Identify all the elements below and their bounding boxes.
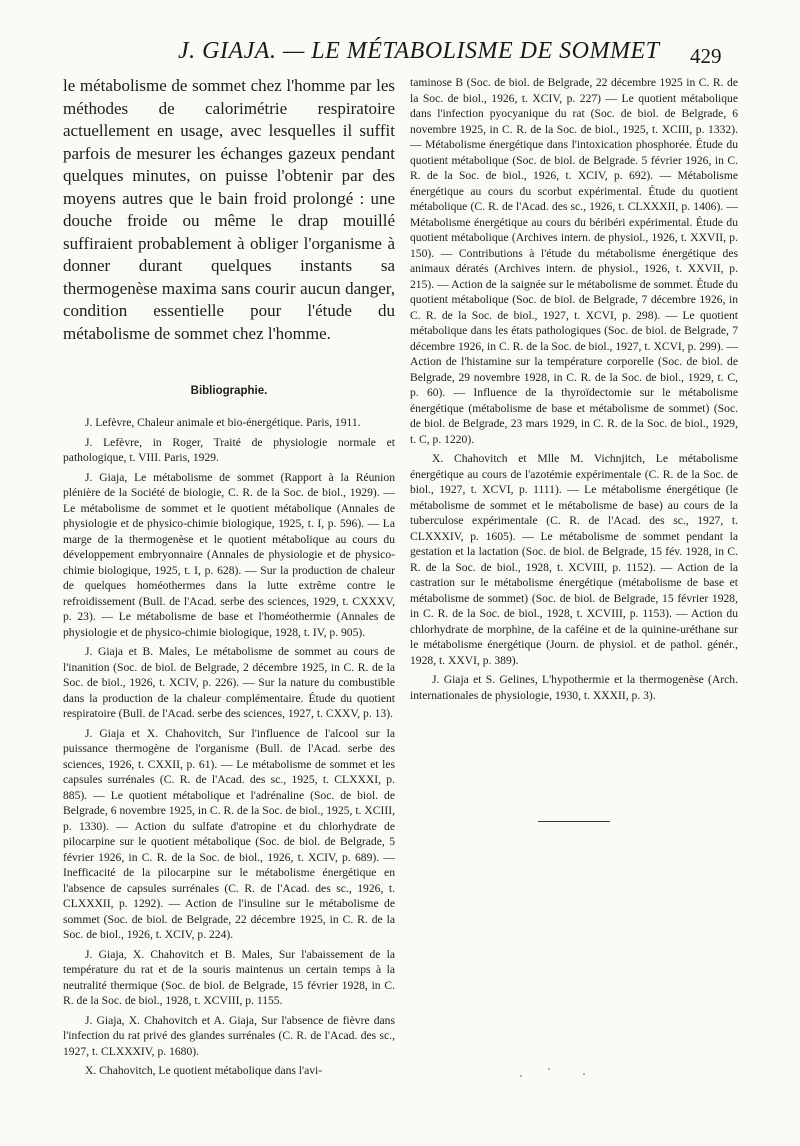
bibliography-entry: J. Giaja, Le métabolisme de sommet (Rapport à la Réunion plénière de la Société de biologie, C. R. de la Soc. de biol., 1929). — Le métabolisme de sommet et le quotient métabolique (Annales de physiologie et de physico-chimie biologique, 1925, t. I, p. 596). — La marge de la thermogenèse et le quotient métabolique au cours du développement embryonnaire (Annales de physiologie et de physico-chimie biologique, 1925, t. I, p. 628). — Sur la production de chaleur de quelques homéothermes dans la lutte extrême contre le refroidissement (Bull. de l'Acad. serbe des sciences, 1929, t. CXXXV, p. 23). — Le métabolisme de base et l'homéothermie (Annales de physiologie et de physico-chimie biologique, 1928, t. IV, p. 905). (63, 470, 395, 639)
bibliography-entry: J. Giaja, X. Chahovitch et A. Giaja, Sur l'absence de fièvre dans l'infection du rat privé des glandes surrénales (C. R. de l'Acad. des sc., 1927, t. CLXXXIV, p. 1680). (63, 1013, 395, 1058)
bibliography-entry: J. Giaja et B. Males, Le métabolisme de sommet au cours de l'inanition (Soc. de biol. de Belgrade, 2 décembre 1925, in C. R. de la Soc. de biol., 1926, t. XCIV, p. 226). — Sur la nature du combustible dans la production de la chaleur complémentaire. Étude du quotient respiratoire (Bull. de l'Acad. serbe des sciences, 1927, t. CXXV, p. 13). (63, 645, 395, 720)
left-column (63, 75, 395, 1079)
bibliography-title: Bibliographie. (190, 385, 268, 397)
print-speck (520, 1075, 522, 1077)
print-speck (583, 1073, 585, 1075)
print-speck (548, 1068, 550, 1070)
page-header (0, 38, 800, 74)
intro-paragraph: le métabolisme de sommet chez l'homme par les méthodes de calorimétrie respiratoire actuellement en usage, avec lesquelles il suffit parfois de mesurer les échanges gazeux pendant quelques minutes, on puisse l'obtenir par des moyens autres que le bain froid prolongé : une douche froide ou même le drap mouillé suffiraient probablement à obliger l'organisme à donner durant quelques instants sa thermogenèse maxima sans courir aucun danger, condition essentielle pour l'étude du métabolisme de sommet chez l'homme. (63, 76, 395, 343)
bibliography-entry: J. Giaja, X. Chahovitch et B. Males, Sur l'abaissement de la température du rat et de la souris maintenus un certain temps à la neutralité thermique (Soc. de biol. de Belgrade, 15 février 1928, in C. R. de la Soc. de biol., 1928, t. XCVIII, p. 1155. (63, 947, 395, 1007)
bibliography-entry: X. Chahovitch, Le quotient métabolique dans l'avi- (85, 1064, 323, 1077)
running-title: J. GIAJA. — LE MÉTABOLISME DE SOMMET (178, 38, 660, 64)
right-column (410, 75, 738, 703)
end-rule (538, 821, 610, 822)
page-number: 429 (690, 44, 722, 68)
bibliography-entry: J. Giaja et X. Chahovitch, Sur l'influence de l'alcool sur la puissance thermogène de l'organisme (Bull. de l'Acad. serbe des sciences, 1926, t. CXXII, p. 61). — Le métabolisme de sommet et les capsules surrénales (C. R. de l'Acad. des sc., 1925, t. CLXXXI, p. 885). — Le quotient métabolique et l'adrénaline (Soc. de biol. de Belgrade, 6 novembre 1925, in C. R. de la Soc. de biol., 1925, t. XCIII, p. 1330). — Action du sulfate d'atropine et du chlorhydrate de pilocarpine sur le quotient métabolique (Soc. de biol. de Belgrade, 5 février 1926, in C. R. de la Soc. de biol., 1926, t. XCIV, p. 689). — Inefficacité de la pilocarpine sur le métabolisme énergétique en l'absence de capsules surrénales (C. R. de l'Acad. des sc., 1926, t. CLXXXII, p. 1292). — Action de l'insuline sur le métabolisme de sommet (Soc. de biol. de Belgrade, 22 décembre 1925, in C. R. de la Soc. de biol., 1926, t. XCIV, p. 224). (63, 726, 395, 941)
bibliography-entry: J. Lefèvre, Chaleur animale et bio-énergétique. Paris, 1911. (85, 416, 361, 429)
bibliography-entry-continued: taminose B (Soc. de biol. de Belgrade, 22 décembre 1925 in C. R. de la Soc. de biol., 1926, t. XCIV, p. 227) — Le quotient métabolique dans l'infection pyocyanique du rat (Soc. de biol. de Belgrade, 6 novembre 1925, in C. R. de la Soc. de biol., 1925, t. XCIII, p. 1332). — Métabolisme énergétique dans l'intoxication phosphorée. Étude du quotient métabolique (Soc. de biol. de Belgrade. 5 février 1926, in C. R. de la Soc. de biol., 1926, t. XCIV, p. 692). — Métabolisme énergétique au cours du scorbut expérimental. Étude du quotient métabolique (C. R. de l'Acad. des sc., 1926, t. CLXXXII, p. 1406). — Métabolisme énergétique au cours du béribéri expérimental. Étude du quotient métabolique (Archives intern. de physiol., 1926, t. XXVII, p. 150). — Contributions à l'étude du métabolisme énergétique des animaux dératés (Archives intern. de physiol., 1926, t. XXVII, p. 215). — Action de la saignée sur le métabolisme de sommet. Étude du quotient métabolique (Soc. de biol. de Belgrade, 7 décembre 1926, in C. R. de la Soc. de biol., 1927, t. XCVI, p. 298). — Le quotient métabolique dans les états pathologiques (Soc. de biol. de Belgrade, 7 décembre 1926, in C. R. de la Soc. de biol., 1927, t. XCVI, p. 299). — Action de l'histamine sur la température corporelle (Soc. de biol. de Belgrade, 29 novembre 1928, in C. R. de la Soc. de biol., 1929, t. C, p. 60). — Influence de la thyroïdectomie sur le métabolisme énergétique (métabolisme de base et métabolisme de sommet) (Soc. de biol. de Belgrade, 23 mars 1929, in C. R. de la Soc. de biol., 1929, t. C, p. 1220). (410, 76, 738, 446)
bibliography-entry: J. Giaja et S. Gelines, L'hypothermie et la thermogenèse (Arch. internationales de physiologie, 1930, t. XXXII, p. 3). (410, 673, 738, 702)
bibliography-entry: X. Chahovitch et Mlle M. Vichnjitch, Le métabolisme énergétique au cours de l'azotémie expérimentale (C. R. de la Soc. de biol., 1927, t. XCVI, p. 1111). — Le métabolisme énergétique (le métabolisme de sommet et le métabolisme de base) au cours de la tuberculose expérimentale (C. R. de l'Acad. des sc., 1927, t. CLXXXIV, p. 1605). — Le métabolisme de sommet pendant la gestation et la lactation (Soc. de biol. de Belgrade, 15 fév. 1928, in C. R. de la Soc. de biol., 1928, t. XCVIII, p. 1152). — Action de la castration sur le métabolisme énergétique (métabolisme de base et métabolisme de sommet) (Soc. de biol. de Belgrade, 15 février 1928, in C. R. de la Soc. de biol., 1928, t. XCVIII, p. 1153). — Action du chlorhydrate de morphine, de la caféine et de la quinine-uréthane sur le métabolisme énergétique (Journ. de physiol. et de pathol. génér., 1928, t. XXVI, p. 389). (410, 452, 738, 667)
bibliography-entry: J. Lefèvre, in Roger, Traité de physiologie normale et pathologique, t. VIII. Paris, 1929. (63, 435, 395, 464)
